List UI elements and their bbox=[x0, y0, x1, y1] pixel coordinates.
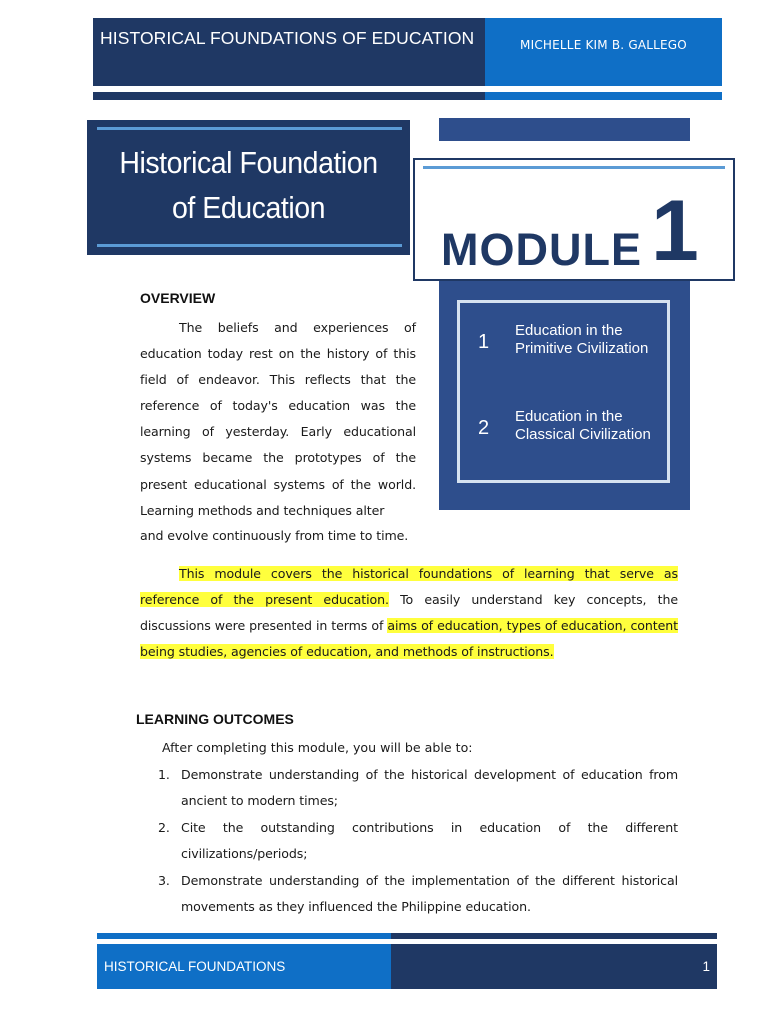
scope-text: To easily understand key concepts, the discussions were presented in terms of bbox=[140, 592, 678, 634]
header-course-title: HISTORICAL FOUNDATIONS OF EDUCATION bbox=[100, 28, 475, 48]
list-item-number: 3. bbox=[158, 873, 170, 888]
list-item-text: Demonstrate understanding of the implementation of the different historical movements as they influenced the Philippine education. bbox=[181, 873, 678, 914]
list-item bbox=[140, 762, 678, 814]
learning-outcomes-list bbox=[140, 762, 678, 920]
module-topic-label: Education in the Primitive Civilization bbox=[515, 322, 649, 357]
module-topic-label: Education in the Classical Civilization bbox=[515, 408, 651, 443]
page-title bbox=[100, 140, 397, 230]
module-top-accent bbox=[439, 118, 690, 141]
footer-rule-blue bbox=[97, 933, 391, 939]
footer-page-panel bbox=[391, 944, 717, 989]
list-item-number: 2. bbox=[158, 820, 170, 835]
learning-outcomes-heading: LEARNING OUTCOMES bbox=[136, 711, 294, 727]
module-label-accent-line bbox=[423, 166, 725, 169]
page-title-line-2: of Education bbox=[171, 190, 326, 225]
header-rule-blue bbox=[485, 92, 722, 100]
list-item bbox=[140, 868, 678, 920]
overview-last-line: and evolve continuously from time to time. bbox=[140, 528, 409, 543]
list-item-text: Demonstrate understanding of the historical development of education from ancient to modern times; bbox=[181, 767, 678, 808]
highlighted-text: This module covers the historical foundations of learning that serve as reference of the present education. bbox=[140, 566, 678, 608]
page-title-line-1: Historical Foundation bbox=[119, 145, 378, 180]
module-topic-number: 1 bbox=[478, 331, 490, 353]
header-author-name: MICHELLE KIM B. GALLEGO bbox=[520, 38, 687, 52]
overview-paragraph-text: The beliefs and experiences of education today rest on the history of this field of endeavor. This reflects that the reference of today's education was the learning of yesterday. Early educational systems became the prototypes of the present educational systems of the world. Learning methods and techniques alter bbox=[140, 320, 416, 518]
page-number: 1 bbox=[702, 959, 710, 974]
title-accent-line-bottom bbox=[97, 244, 402, 247]
title-accent-line-top bbox=[97, 127, 402, 130]
list-item bbox=[140, 815, 678, 867]
footer-label: HISTORICAL FOUNDATIONS bbox=[104, 959, 286, 974]
list-item-number: 1. bbox=[158, 767, 170, 782]
learning-outcomes-intro: After completing this module, you will be able to: bbox=[162, 740, 473, 755]
module-scope-paragraph bbox=[140, 561, 678, 665]
list-item-text: Cite the outstanding contributions in education of the different civilizations/periods; bbox=[181, 820, 678, 861]
module-number: 1 bbox=[651, 183, 699, 279]
overview-heading: OVERVIEW bbox=[140, 290, 216, 306]
overview-paragraph bbox=[140, 315, 416, 524]
highlighted-text: aims of education, types of education, content being studies, agencies of education, and methods of instructions. bbox=[140, 618, 678, 660]
footer-rule-dark bbox=[391, 933, 717, 939]
header-rule-dark bbox=[93, 92, 485, 100]
module-topic-number: 2 bbox=[478, 417, 490, 439]
module-word: MODULE bbox=[441, 224, 642, 275]
